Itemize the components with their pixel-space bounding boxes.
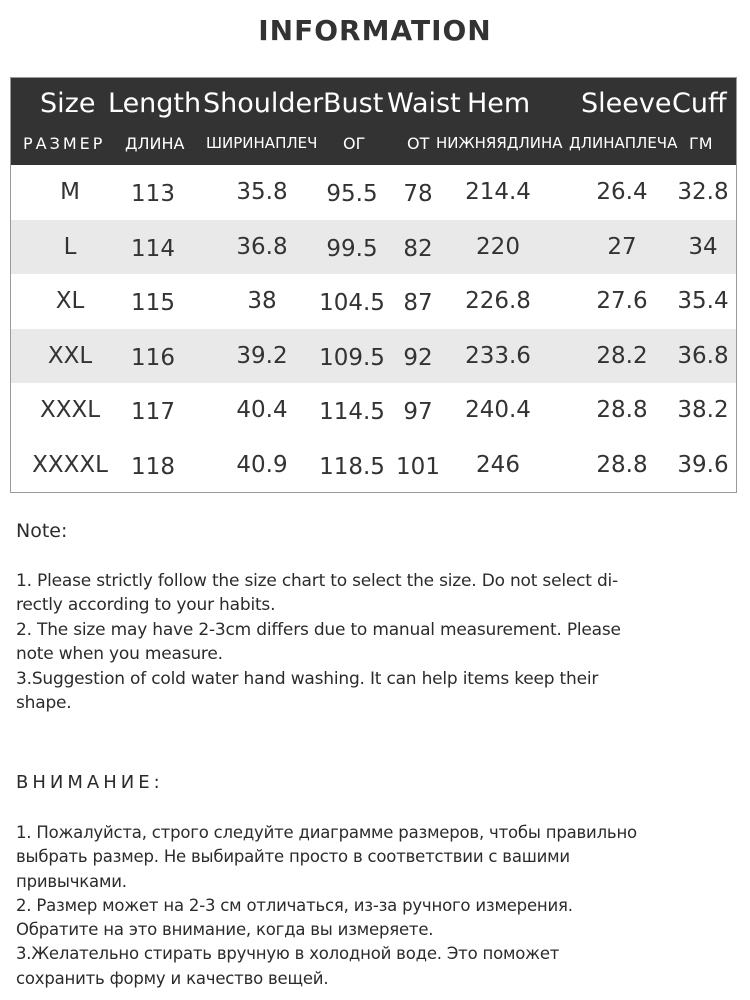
cell-size: XXXL bbox=[39, 397, 101, 423]
header-cuff: Cuff bbox=[672, 88, 727, 119]
cell-bust: 104.5 bbox=[319, 290, 385, 316]
vnimanie-line: 2. Размер может на 2-3 см отличаться, из-за ручного измерения. bbox=[16, 895, 573, 915]
cell-waist: 101 bbox=[396, 453, 440, 480]
header-ru-waist: ОТ bbox=[407, 134, 430, 153]
note-heading: Note: bbox=[16, 520, 68, 542]
cell-cuff: 35.4 bbox=[677, 288, 729, 314]
vnimanie-heading: ВНИМАНИЕ: bbox=[16, 772, 164, 793]
cell-size: XXXXL bbox=[32, 451, 108, 478]
cell-cuff: 38.2 bbox=[677, 397, 729, 423]
vnimanie-line: 1. Пожалуйста, строго следуйте диаграмме размеров, чтобы правильно bbox=[16, 823, 637, 842]
cell-shoulder: 35.8 bbox=[236, 179, 288, 205]
cell-hem: 220 bbox=[476, 233, 520, 260]
header-ru-bust: ОГ bbox=[343, 134, 366, 153]
cell-size: XXL bbox=[47, 342, 93, 369]
note-line: 2. The size may have 2-3cm differs due to manual measurement. Please bbox=[16, 619, 621, 640]
cell-size: XL bbox=[55, 288, 85, 314]
cell-sleeve: 28.8 bbox=[596, 397, 648, 423]
cell-sleeve: 27.6 bbox=[596, 288, 648, 314]
cell-shoulder: 39.2 bbox=[236, 342, 288, 369]
vnimanie-line: выбрать размер. Не выбирайте просто в соответствии с вашими bbox=[16, 847, 570, 867]
table-header bbox=[11, 78, 736, 165]
size-table bbox=[10, 77, 737, 493]
vnimanie-text bbox=[16, 821, 736, 991]
note-text bbox=[16, 569, 736, 715]
cell-hem: 233.6 bbox=[465, 342, 531, 369]
cell-hem: 240.4 bbox=[465, 397, 531, 423]
header-ru-hem: НИЖНЯЯДЛИНА bbox=[436, 134, 563, 152]
note-line: note when you measure. bbox=[16, 644, 223, 665]
table-row bbox=[11, 329, 736, 384]
cell-waist: 82 bbox=[403, 235, 433, 262]
cell-length: 114 bbox=[131, 235, 175, 262]
cell-sleeve: 27 bbox=[607, 233, 637, 260]
header-ru-size: РАЗМЕР bbox=[23, 134, 106, 153]
cell-hem: 214.4 bbox=[465, 179, 531, 205]
cell-cuff: 32.8 bbox=[677, 179, 729, 205]
cell-size: L bbox=[63, 233, 77, 260]
note-line: rectly according to your habits. bbox=[16, 595, 276, 616]
cell-sleeve: 26.4 bbox=[596, 179, 648, 205]
cell-length: 116 bbox=[131, 344, 175, 371]
cell-bust: 114.5 bbox=[319, 399, 385, 425]
cell-shoulder: 36.8 bbox=[236, 233, 288, 260]
cell-hem: 226.8 bbox=[465, 288, 531, 314]
cell-bust: 99.5 bbox=[326, 235, 378, 262]
table-row bbox=[11, 165, 736, 220]
cell-cuff: 36.8 bbox=[677, 342, 729, 369]
cell-shoulder: 38 bbox=[247, 288, 277, 314]
cell-bust: 109.5 bbox=[319, 344, 385, 371]
cell-waist: 97 bbox=[403, 399, 433, 425]
cell-cuff: 34 bbox=[688, 233, 718, 260]
note-line: 3.Suggestion of cold water hand washing. It can help items keep their bbox=[16, 668, 599, 689]
header-bust: Bust bbox=[323, 88, 384, 119]
header-shoulder: Shoulder bbox=[203, 88, 324, 119]
header-ru-shoulder: ШИРИНАПЛЕЧ bbox=[206, 134, 318, 152]
cell-sleeve: 28.2 bbox=[596, 342, 648, 369]
cell-size: M bbox=[60, 179, 80, 205]
page-title: INFORMATION bbox=[258, 14, 492, 47]
note-line: 1. Please strictly follow the size chart to select the size. Do not select di- bbox=[16, 571, 618, 591]
cell-length: 115 bbox=[131, 290, 175, 316]
header-ru-sleeve: ДЛИНАПЛЕЧА bbox=[569, 134, 678, 152]
cell-length: 113 bbox=[131, 181, 175, 207]
table-row bbox=[11, 383, 736, 438]
header-ru-cuff: ГМ bbox=[689, 134, 713, 153]
vnimanie-line: 3.Желательно стирать вручную в холодной воде. Это поможет bbox=[16, 944, 560, 964]
header-hem: Hem bbox=[467, 88, 531, 119]
cell-length: 117 bbox=[131, 399, 175, 425]
cell-waist: 87 bbox=[403, 290, 433, 316]
cell-sleeve: 28.8 bbox=[596, 451, 648, 478]
cell-waist: 92 bbox=[403, 344, 433, 371]
vnimanie-line: привычками. bbox=[16, 871, 127, 891]
cell-waist: 78 bbox=[403, 181, 433, 207]
note-line: shape. bbox=[16, 693, 72, 714]
cell-shoulder: 40.4 bbox=[236, 397, 288, 423]
cell-bust: 118.5 bbox=[319, 453, 385, 480]
cell-shoulder: 40.9 bbox=[236, 451, 288, 478]
header-sleeve: Sleeve bbox=[581, 88, 672, 119]
cell-hem: 246 bbox=[476, 451, 520, 478]
cell-length: 118 bbox=[131, 453, 175, 480]
table-row bbox=[11, 438, 736, 493]
table-row bbox=[11, 220, 736, 275]
vnimanie-line: сохранить форму и качество вещей. bbox=[16, 968, 329, 988]
table-row bbox=[11, 274, 736, 329]
header-size: Size bbox=[40, 88, 96, 119]
cell-bust: 95.5 bbox=[326, 181, 378, 207]
header-length: Length bbox=[108, 88, 202, 119]
cell-cuff: 39.6 bbox=[677, 451, 729, 478]
header-waist: Waist bbox=[387, 88, 461, 119]
header-ru-length: ДЛИНА bbox=[125, 134, 185, 153]
vnimanie-line: Обратите на это внимание, когда вы измеряете. bbox=[16, 920, 434, 940]
